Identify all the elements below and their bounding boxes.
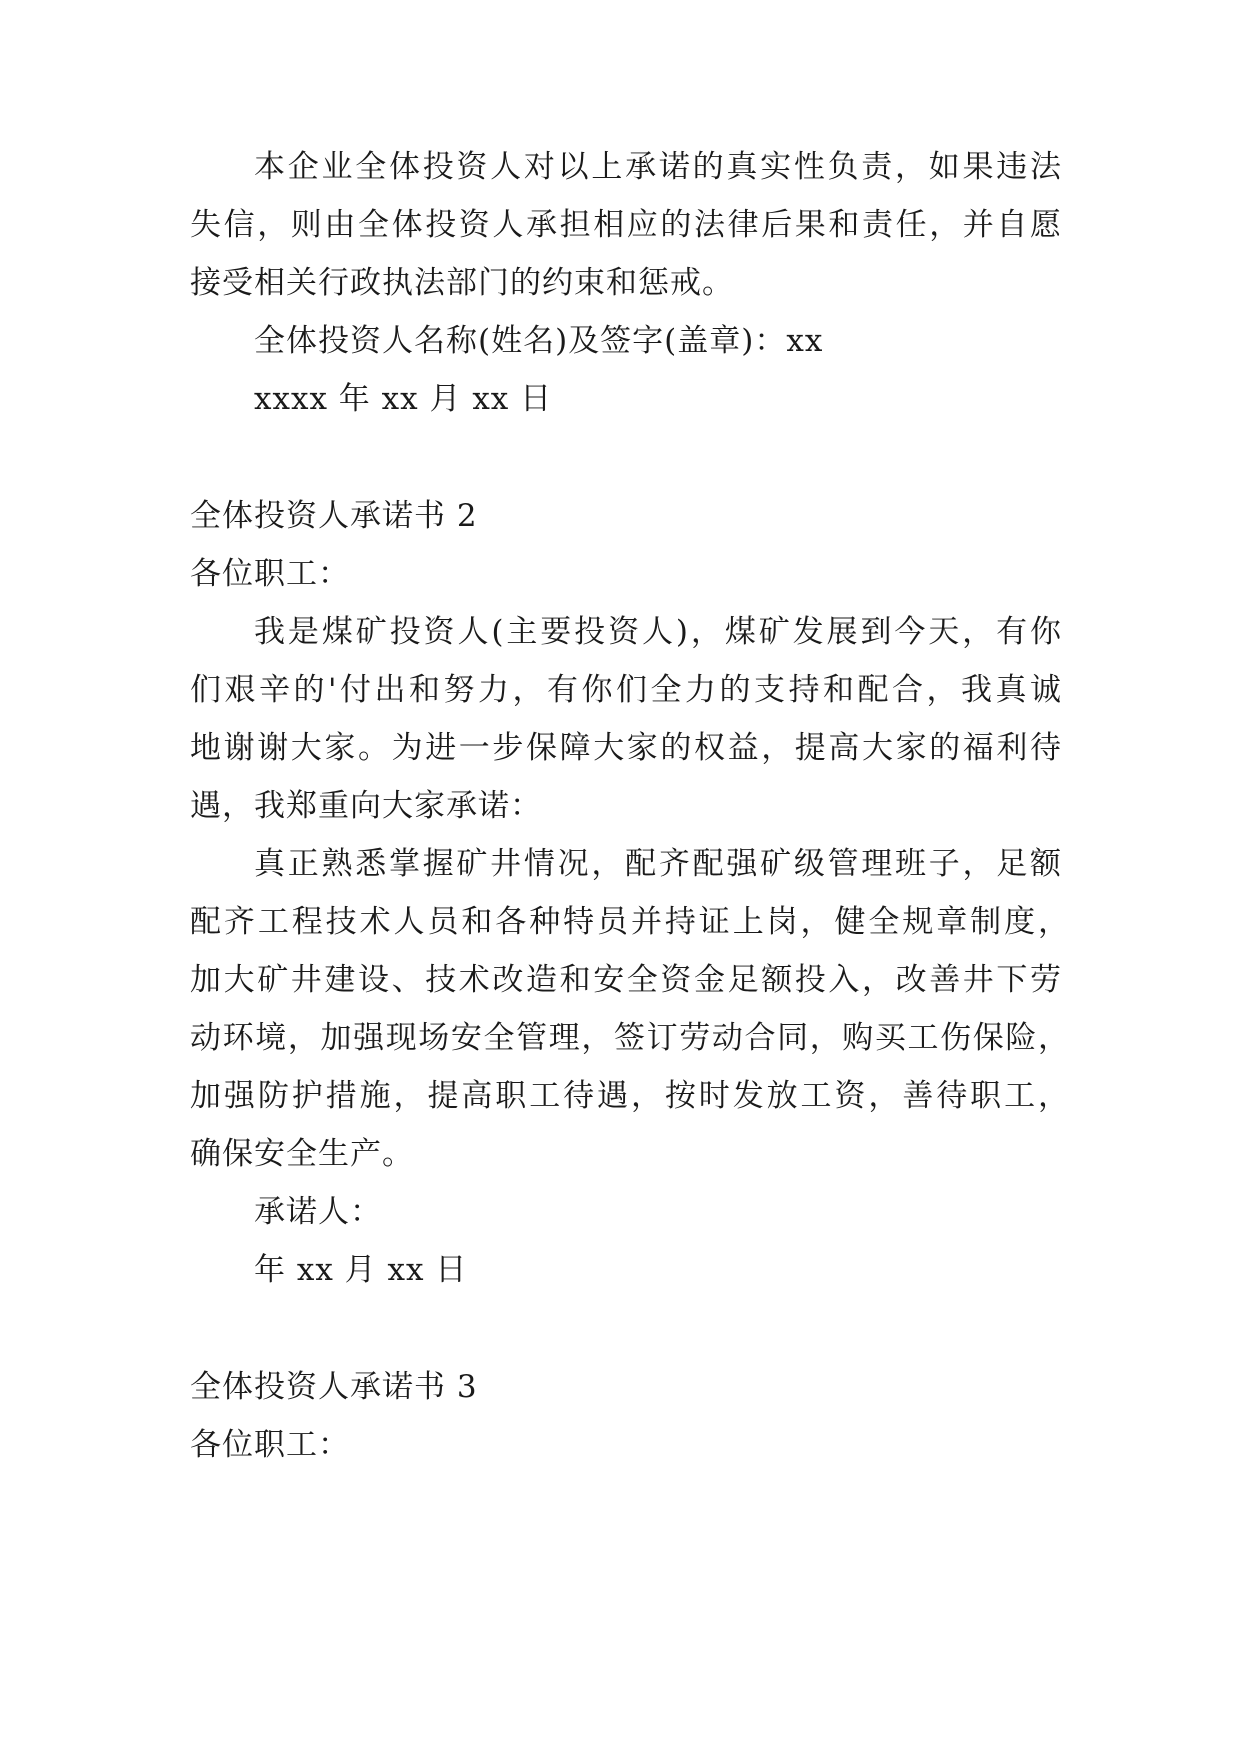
paragraph-line: 失信，则由全体投资人承担相应的法律后果和责任，并自愿 (190, 207, 1062, 243)
date-line: 年 xx 月 xx 日 (254, 1252, 468, 1288)
paragraph-line: 们艰辛的'付出和努力，有你们全力的支持和配合，我真诚 (190, 672, 1062, 708)
paragraph-line: 我是煤矿投资人(主要投资人)，煤矿发展到今天，有你 (254, 614, 1062, 650)
signer-label: 承诺人： (254, 1194, 382, 1230)
date-line: xxxx 年 xx 月 xx 日 (254, 381, 553, 417)
salutation: 各位职工： (190, 556, 350, 592)
paragraph-line: 加强防护措施，提高职工待遇，按时发放工资，善待职工， (190, 1078, 1070, 1114)
paragraph-line: 动环境，加强现场安全管理，签订劳动合同，购买工伤保险， (190, 1020, 1070, 1056)
paragraph-line: 确保安全生产。 (190, 1136, 414, 1172)
paragraph-line: 接受相关行政执法部门的约束和惩戒。 (190, 265, 734, 301)
paragraph-line: 本企业全体投资人对以上承诺的真实性负责，如果违法 (254, 149, 1062, 185)
paragraph-line: 地谢谢大家。为进一步保障大家的权益，提高大家的福利待 (190, 730, 1062, 766)
signature-line: 全体投资人名称(姓名)及签字(盖章)：xx (254, 323, 824, 359)
paragraph-line: 加大矿井建设、技术改造和安全资金足额投入，改善井下劳 (190, 962, 1062, 998)
paragraph-line: 遇，我郑重向大家承诺： (190, 788, 542, 824)
salutation: 各位职工： (190, 1427, 350, 1463)
paragraph-line: 真正熟悉掌握矿井情况，配齐配强矿级管理班子，足额 (254, 846, 1062, 882)
section-title: 全体投资人承诺书 2 (190, 498, 478, 534)
paragraph-line: 配齐工程技术人员和各种特员并持证上岗，健全规章制度， (190, 904, 1070, 940)
section-title: 全体投资人承诺书 3 (190, 1369, 478, 1405)
